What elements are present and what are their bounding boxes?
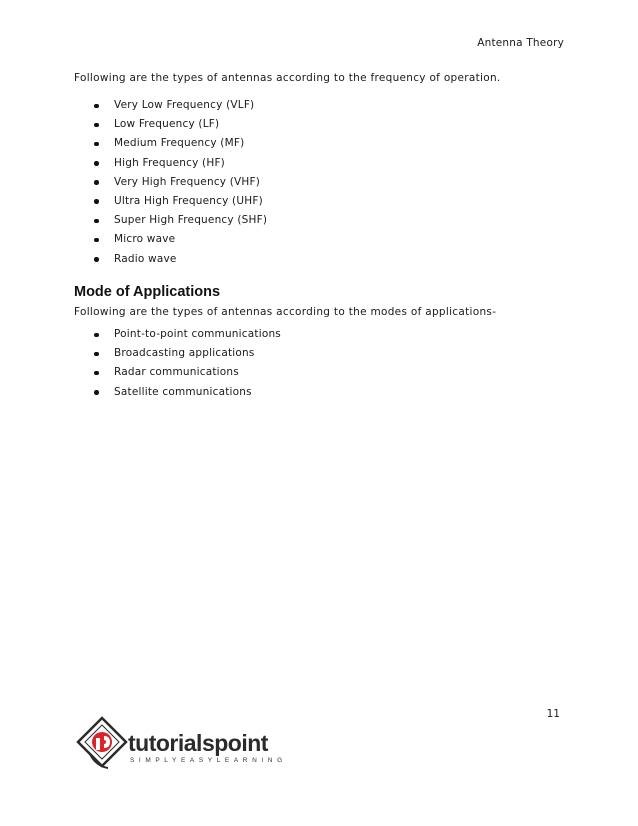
- applications-intro: Following are the types of antennas according to the modes of applications-: [74, 306, 497, 318]
- tutorialspoint-logo: [74, 714, 287, 790]
- list-item: [94, 115, 267, 134]
- list-item: [94, 134, 267, 153]
- bullet-icon: [94, 123, 99, 128]
- list-item-label: Very Low Frequency (VLF): [114, 99, 255, 111]
- list-item-label: Point-to-point communications: [114, 328, 281, 340]
- bullet-icon: [94, 333, 99, 338]
- logo-wordmark: tutorialspoint: [128, 730, 268, 756]
- list-item-label: Satellite communications: [114, 385, 252, 398]
- list-item: [94, 363, 281, 382]
- bullet-icon: [94, 371, 99, 376]
- bullet-icon: [94, 161, 99, 166]
- bullet-icon: [94, 352, 99, 357]
- bullet-icon: [94, 104, 99, 109]
- applications-list: [94, 325, 281, 402]
- frequency-intro: Following are the types of antennas according to the frequency of operation.: [74, 72, 501, 84]
- bullet-icon: [94, 390, 99, 395]
- logo-tagline: SIMPLYEASYLEARNING: [130, 757, 287, 764]
- list-item-label: High Frequency (HF): [114, 156, 225, 169]
- list-item: [94, 192, 267, 211]
- list-item-label: Micro wave: [114, 233, 176, 246]
- list-item-label: Ultra High Frequency (UHF): [114, 194, 263, 207]
- bullet-icon: [94, 257, 99, 262]
- list-item: [94, 383, 281, 402]
- list-item-label: Super High Frequency (SHF): [114, 214, 268, 227]
- logo-mark-icon: [74, 714, 134, 790]
- page-number: 11: [546, 708, 560, 720]
- list-item: [94, 96, 267, 115]
- bullet-icon: [94, 219, 99, 224]
- list-item-label: Broadcasting applications: [114, 347, 255, 360]
- list-item: [94, 173, 267, 192]
- bullet-icon: [94, 180, 99, 185]
- bullet-icon: [94, 238, 99, 243]
- list-item: [94, 154, 267, 173]
- bullet-icon: [94, 199, 99, 204]
- list-item-label: Very High Frequency (VHF): [114, 175, 261, 188]
- list-item-label: Radar communications: [114, 366, 239, 379]
- bullet-icon: [94, 142, 99, 147]
- list-item: [94, 250, 267, 269]
- list-item-label: Radio wave: [114, 252, 177, 265]
- list-item: [94, 211, 267, 230]
- page-header-title: Antenna Theory: [477, 37, 564, 49]
- frequency-list: [94, 96, 267, 269]
- list-item: [94, 325, 281, 344]
- section-heading: Mode of Applications: [74, 284, 221, 300]
- list-item: [94, 344, 281, 363]
- list-item: [94, 230, 267, 249]
- list-item-label: Medium Frequency (MF): [114, 137, 245, 150]
- list-item-label: Low Frequency (LF): [114, 118, 220, 131]
